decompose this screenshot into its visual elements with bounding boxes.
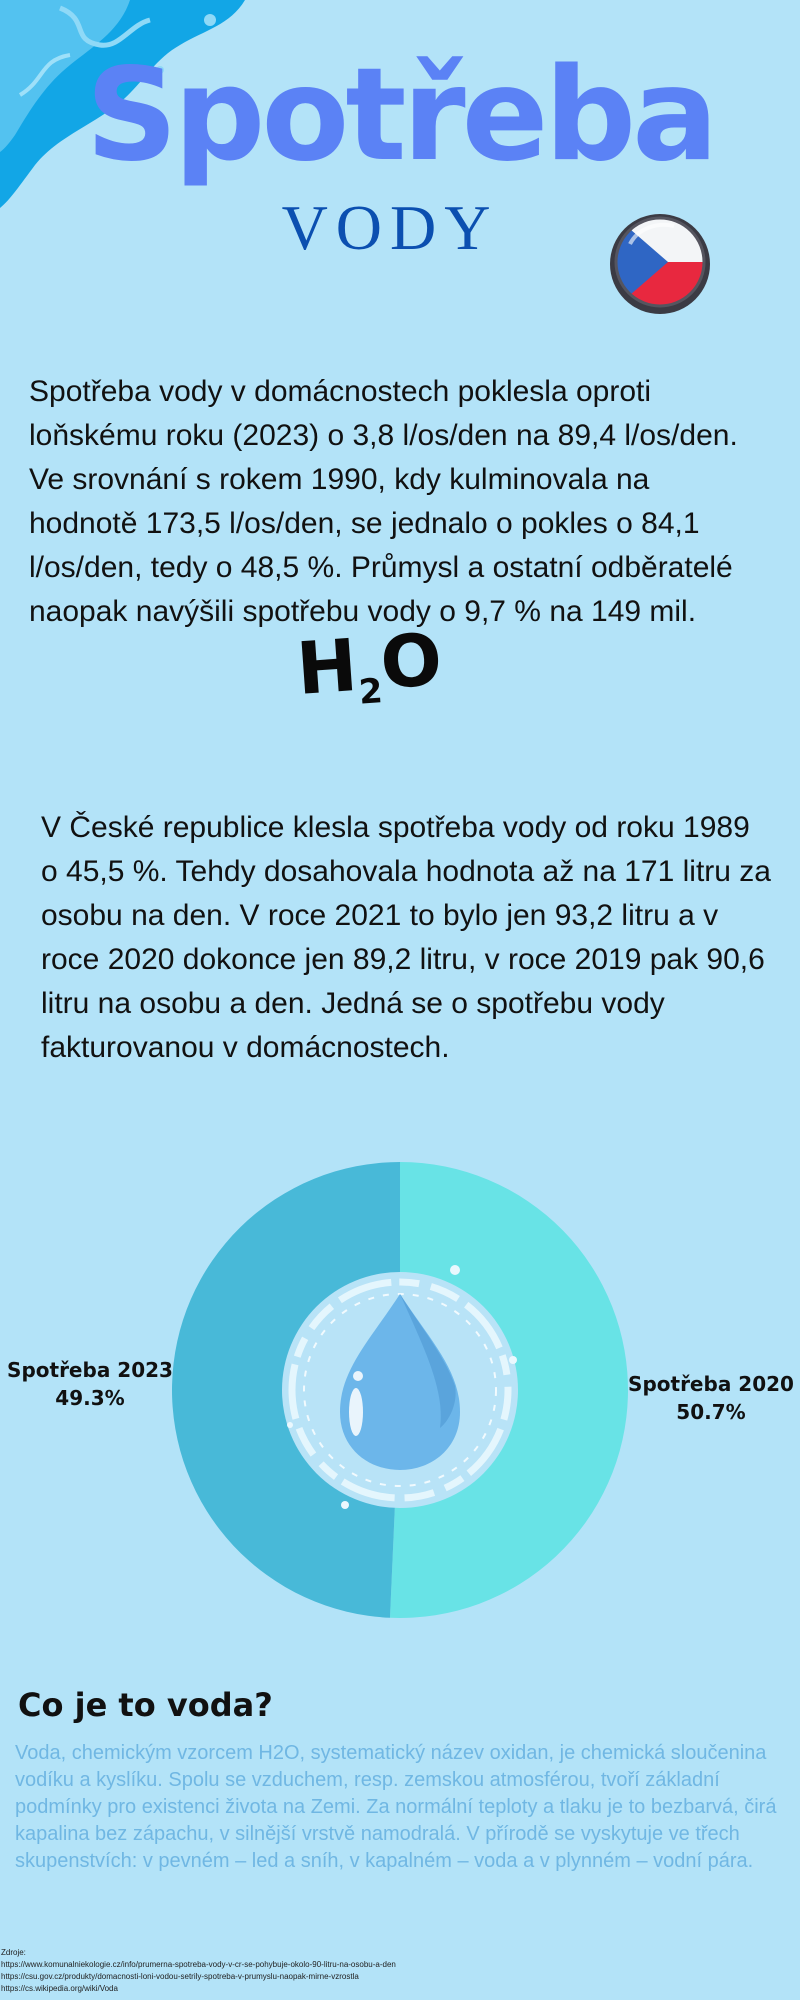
h2o-subscript: 2 xyxy=(357,671,384,713)
h2o-letter-o: O xyxy=(377,617,445,706)
section-heading: Co je to voda? xyxy=(18,1686,273,1724)
h2o-formula xyxy=(293,617,445,714)
chart-label-2020-name: Spotřeba 2020 xyxy=(628,1372,794,1396)
chart-label-2023-value: 49.3% xyxy=(55,1386,125,1410)
page-subtitle: VODY xyxy=(281,192,499,263)
source-link[interactable]: https://www.komunalniekologie.cz/info/prumerna-spotreba-vody-v-cr-se-pohybuje-okolo-90-litru-na-osobu-a-den xyxy=(1,1960,396,1969)
chart-label-2020-value: 50.7% xyxy=(676,1400,746,1424)
h2o-letter-h: H xyxy=(293,622,360,711)
source-link[interactable]: https://cs.wikipedia.org/wiki/Voda xyxy=(1,1984,118,1993)
page-title: Spotřeba xyxy=(85,41,715,190)
chart-label-2020 xyxy=(626,1370,796,1426)
sources-list xyxy=(1,1947,561,1995)
chart-label-2023 xyxy=(0,1356,180,1412)
czech-flag-icon xyxy=(608,210,712,314)
section-description: Voda, chemickým vzorcem H2O, systematický název oxidan, je chemická sloučenina vodíku a kyslíku. Spolu se vzduchem, resp. zemskou atmosférou, tvoří základní podmínky pro existenci života na Zemi. Za normální teploty a tlaku je to bezbarvá, čirá kapalina bez zápachu, v silnější vrstvě namodralá. V přírodě se vyskytuje ve třech skupenstvích: v pevném – led a sníh, v kapalném – voda a v plynném – vodní pára. xyxy=(15,1742,777,1872)
statistics-paragraph: V České republice klesla spotřeba vody od roku 1989 o 45,5 %. Tehdy dosahovala hodnota až na 171 litru za osobu na den. V roce 2021 to bylo jen 93,2 litru a v roce 2020 dokonce jen 89,2 litru, v roce 2019 pak 90,6 litru na osobu a den. Jedná se o spotřebu vody fakturovanou v domácnostech. xyxy=(41,811,771,1064)
chart-label-2023-name: Spotřeba 2023 xyxy=(7,1358,173,1382)
intro-paragraph: Spotřeba vody v domácnostech poklesla oproti loňskému roku (2023) o 3,8 l/os/den na 89,4 l/os/den. Ve srovnání s rokem 1990, kdy kulminovala na hodnotě 173,5 l/os/den, se jednalo o pokles o 84,1 l/os/den, tedy o 48,5 %. Průmysl a ostatní odběratelé naopak navýšili spotřebu vody o 9,7 % na 149 mil. xyxy=(29,375,738,628)
sources-label: Zdroje: xyxy=(1,1948,26,1957)
source-link[interactable]: https://csu.gov.cz/produkty/domacnosti-loni-vodou-setrily-spotreba-v-prumyslu-naopak-mirne-vzrostla xyxy=(1,1972,359,1981)
